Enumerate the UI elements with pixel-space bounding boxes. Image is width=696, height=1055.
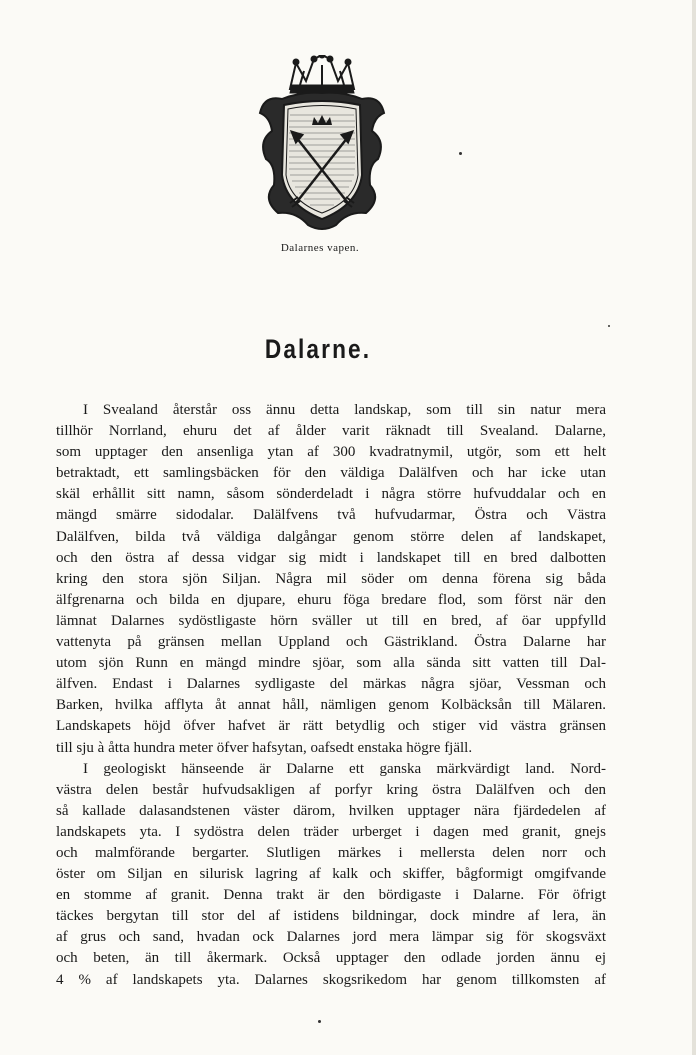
text-line: skäl erhållit sitt namn, såsom sönderdeladt i några större hufvuddalar och en — [56, 486, 606, 503]
text-line: västra delen består hufvudsakligen af porfyr kring östra Dalälfven och den — [56, 781, 606, 798]
ink-speck — [608, 325, 610, 327]
text-line: kring den stora sjön Siljan. Några mil söder om denna förena sig båda — [56, 570, 606, 587]
text-line: utom sjön Runn en mängd mindre sjöar, som alla sända sitt vatten till Dal- — [56, 655, 606, 672]
text-line: I geologiskt hänseende är Dalarne ett ganska märkvärdigt land. Nord- — [83, 760, 606, 777]
text-line: och beten, än till åkermark. Också upptager den odlade jorden ännu ej — [56, 950, 606, 967]
crown-icon — [290, 55, 354, 93]
text-line: öster om Siljan en silurisk lagring af kalk och skiffer, bågformigt omgifvande — [56, 866, 606, 883]
text-line: Dalälfven, bilda två väldiga dalgångar genom större delen af landskapet, — [56, 528, 606, 545]
text-line: som upptager den ansenliga ytan af 300 kvadratnymil, utgör, som ett helt — [56, 444, 606, 461]
ink-speck — [318, 1020, 321, 1023]
text-line: en stomme af granit. Denna trakt är den bördigaste i Dalarne. För öfrigt — [56, 887, 606, 904]
text-line: mängd smärre sidodalar. Dalälfvens två hufvudarmar, Östra och Västra — [56, 507, 606, 524]
text-line: vattenyta på gränsen mellan Uppland och Gästrikland. Östra Dalarne har — [56, 634, 606, 651]
text-line: täckes bergytan till stor del af istidens bildningar, dock mindre af lera, än — [56, 908, 606, 925]
coat-of-arms-caption: Dalarnes vapen. — [280, 242, 360, 254]
text-line: betraktadt, ett samlingsbäcken för den väldiga Dalälfven och har icke utan — [56, 465, 606, 482]
text-line: tillhör Norrland, ehuru det af ålder varit räknadt till Svealand. Dalarne, — [56, 423, 606, 440]
text-line: och den östra af dessa vidgar sig midt i landskapet till en bred dalbotten — [56, 549, 606, 566]
ink-speck — [459, 152, 462, 155]
coat-of-arms-icon — [252, 55, 392, 235]
text-line: älfgrenarna och bilda en djupare, ehuru föga bredare flod, som först när den — [56, 591, 606, 608]
text-line: landskapets yta. I sydöstra delen träder urberget i dagen med granit, gnejs — [56, 823, 606, 840]
text-line: Landskapets höjd öfver hafvet är rätt betydlig och stiger vid västra gränsen — [56, 718, 606, 735]
page-edge — [692, 0, 696, 1055]
text-line: Barken, hvilka afflyta åt annat håll, nämligen genom Kolbäcksån till Mälaren. — [56, 697, 606, 714]
text-line: och malmförande bergarter. Slutligen märkes i mellersta delen norr och — [56, 844, 606, 861]
text-line: älfven. Endast i Dalarnes sydligaste del märkas några sjöar, Vessman och — [56, 676, 606, 693]
text-line: I Svealand återstår oss ännu detta landskap, som till sin natur mera — [83, 402, 606, 418]
text-line: af grus och sand, hvadan ock Dalarnes jord mera lämpar sig för skogsväxt — [56, 929, 606, 946]
text-line: till sju à åtta hundra meter öfver hafsytan, oafsedt enstaka högre fjäll. — [56, 739, 473, 756]
body-text — [56, 400, 606, 991]
page-title: Dalarne. — [264, 334, 372, 364]
text-line: 4 % af landskapets yta. Dalarnes skogsrikedom har genom tillkomsten af — [56, 971, 606, 988]
text-line: så kallade dalasandstenen väster därom, hvilken upptager nära fjärdedelen af — [56, 802, 606, 819]
text-line: lämnat Dalarnes sydöstligaste hörn sväller ut till en bred, af öar uppfylld — [56, 612, 606, 629]
